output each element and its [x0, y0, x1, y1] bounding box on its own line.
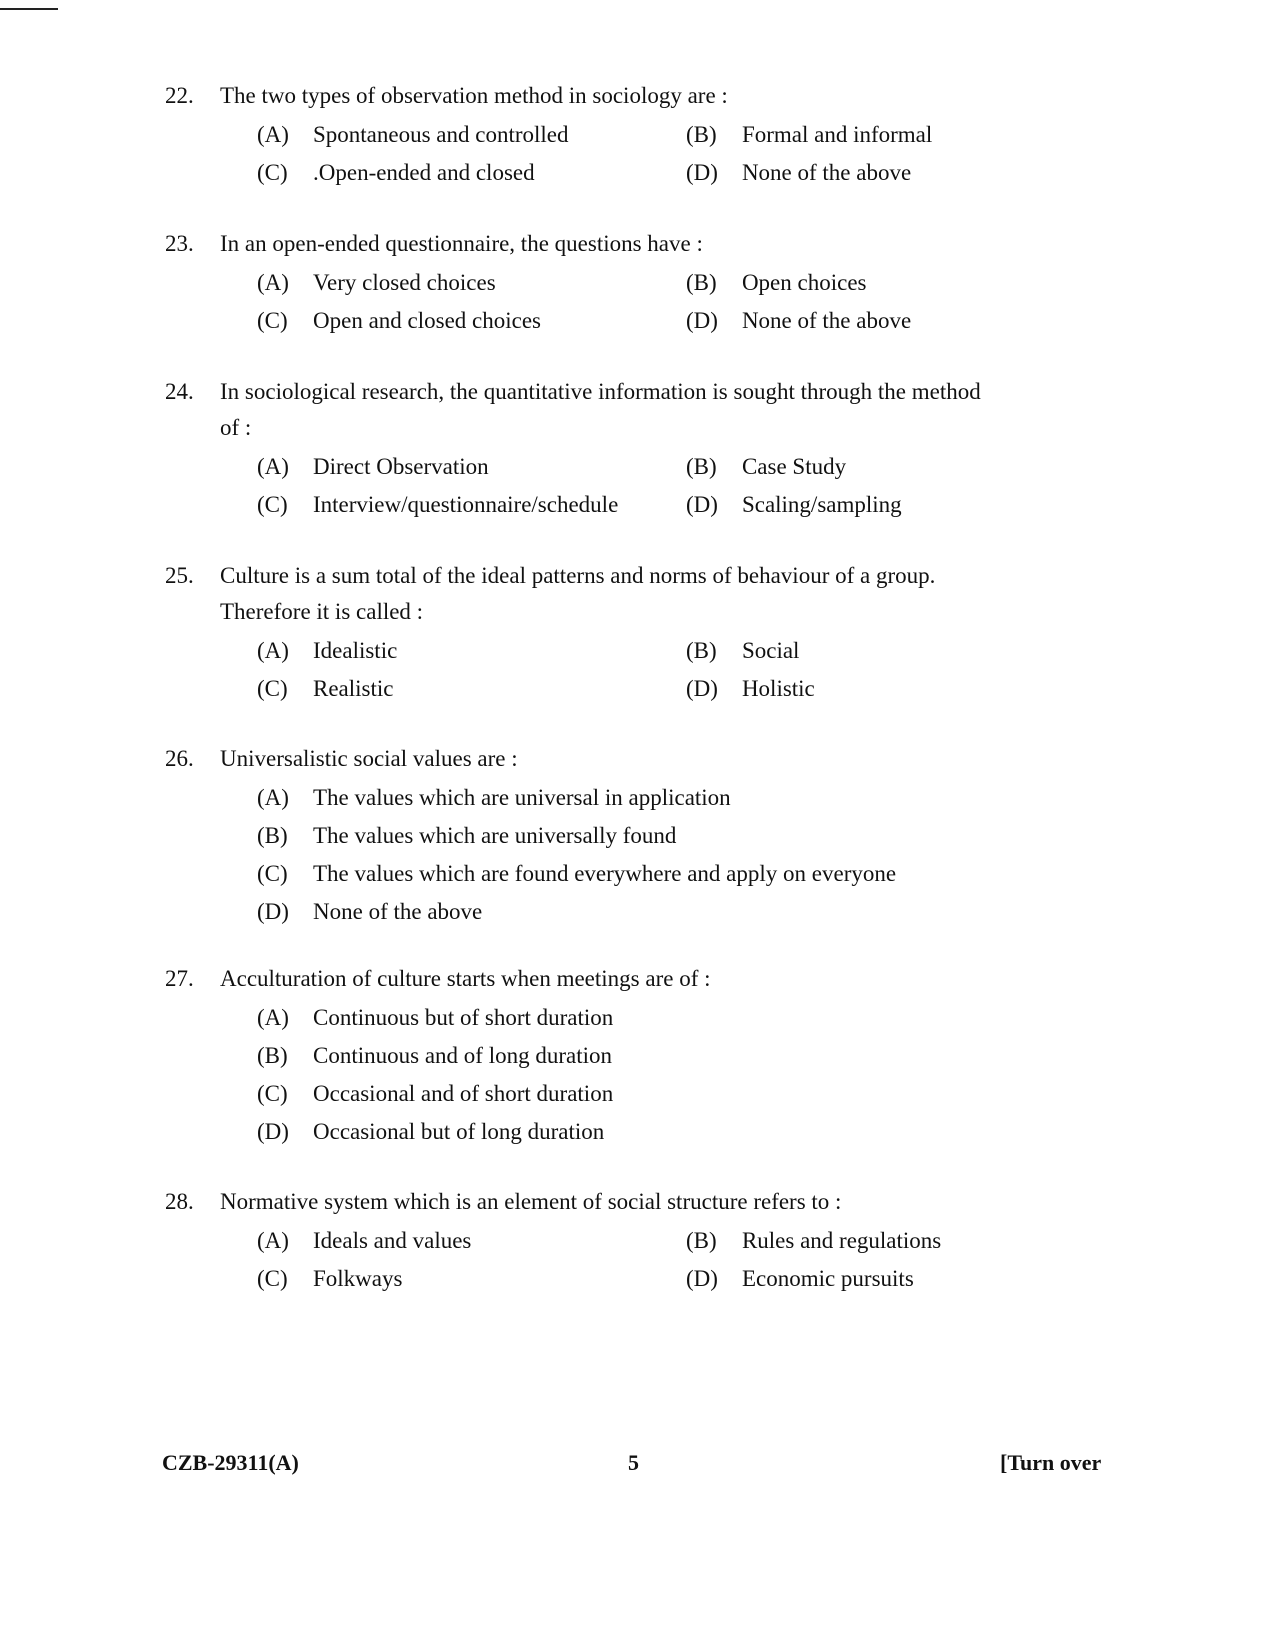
question-text: Universalistic social values are :	[220, 746, 518, 771]
question-number: 28.	[165, 1189, 194, 1214]
option-c	[165, 1261, 686, 1297]
option-label: (B)	[685, 1228, 717, 1253]
option-label: (C)	[257, 160, 288, 185]
question-text-continued: Therefore it is called :	[220, 599, 424, 624]
option-label: (B)	[685, 122, 717, 147]
option-text: Spontaneous and controlled	[313, 122, 569, 147]
option-text: None of the above	[313, 899, 483, 924]
question-text: Normative system which is an element of social structure refers to :	[220, 1189, 842, 1214]
option-text: Holistic	[741, 676, 815, 701]
option-text: Continuous and of long duration	[313, 1043, 612, 1068]
option-label: (D)	[685, 492, 718, 517]
question-text: In sociological research, the quantitative information is sought through the method	[220, 379, 981, 404]
option-label: (D)	[685, 676, 718, 701]
option-text: The values which are universal in application	[313, 785, 731, 810]
option-text: Realistic	[313, 676, 394, 701]
option-text: Continuous but of short duration	[313, 1005, 614, 1030]
option-text: Idealistic	[313, 638, 398, 663]
option-text: Interview/questionnaire/schedule	[313, 492, 619, 517]
question-28	[165, 1184, 1065, 1298]
option-label: (C)	[257, 861, 288, 886]
option-label: (B)	[257, 823, 288, 848]
option-c	[165, 155, 686, 191]
option-label: (C)	[257, 676, 288, 701]
option-label: (D)	[685, 1266, 718, 1291]
option-text: The values which are universally found	[313, 823, 677, 848]
option-a	[165, 1223, 686, 1259]
option-label: (D)	[685, 160, 718, 185]
option-text: None of the above	[741, 160, 912, 185]
option-label: (D)	[257, 899, 289, 924]
option-text: Occasional but of long duration	[313, 1119, 605, 1144]
option-text: Very closed choices	[313, 270, 496, 295]
option-c	[165, 1076, 613, 1112]
option-a	[165, 780, 731, 816]
option-label: (B)	[685, 454, 717, 479]
option-text: .Open-ended and closed	[313, 160, 535, 185]
option-a	[165, 265, 686, 301]
option-label: (D)	[685, 308, 718, 333]
option-label: (C)	[257, 308, 288, 333]
page-number: 5	[628, 1450, 639, 1475]
paper-code: CZB-29311(A)	[162, 1450, 299, 1475]
option-b	[686, 1223, 1065, 1259]
option-text: Ideals and values	[313, 1228, 472, 1253]
question-25	[165, 558, 1065, 708]
question-text: The two types of observation method in sociology are :	[220, 83, 728, 108]
question-text: Culture is a sum total of the ideal patterns and norms of behaviour of a group.	[220, 563, 936, 588]
option-text: Formal and informal	[741, 122, 933, 147]
question-number: 24.	[165, 379, 194, 404]
option-text: Open choices	[741, 270, 867, 295]
option-text: Scaling/sampling	[741, 492, 902, 517]
option-label: (C)	[257, 1081, 288, 1106]
option-d	[686, 155, 1065, 191]
question-text: Acculturation of culture starts when meetings are of :	[220, 966, 711, 991]
option-d	[165, 894, 482, 930]
option-d	[686, 671, 1065, 707]
option-c	[165, 856, 896, 892]
option-text: Economic pursuits	[741, 1266, 914, 1291]
question-number: 27.	[165, 966, 194, 991]
question-number: 22.	[165, 83, 194, 108]
option-a	[165, 449, 686, 485]
option-b	[686, 633, 1065, 669]
option-a	[165, 1000, 613, 1036]
option-label: (C)	[257, 1266, 288, 1291]
turn-over-note: [Turn over	[1000, 1450, 1102, 1475]
option-label: (A)	[257, 122, 289, 147]
option-label: (A)	[257, 454, 289, 479]
option-c	[165, 487, 686, 523]
question-23	[165, 226, 1065, 340]
option-label: (B)	[685, 270, 717, 295]
option-label: (A)	[257, 785, 289, 810]
option-b	[686, 265, 1065, 301]
option-d	[165, 1114, 604, 1150]
question-22	[165, 78, 1065, 192]
question-27	[165, 961, 1065, 1151]
option-d	[686, 303, 1065, 339]
option-b	[165, 818, 676, 854]
question-26	[165, 741, 1065, 931]
option-label: (C)	[257, 492, 288, 517]
option-text: Case Study	[741, 454, 847, 479]
option-c	[165, 671, 686, 707]
option-a	[165, 117, 686, 153]
option-b	[686, 117, 1065, 153]
question-number: 25.	[165, 563, 194, 588]
option-label: (B)	[257, 1043, 288, 1068]
option-text: Social	[741, 638, 800, 663]
option-label: (A)	[257, 270, 289, 295]
question-number: 26.	[165, 746, 194, 771]
option-text: None of the above	[741, 308, 912, 333]
option-text: Open and closed choices	[313, 308, 542, 333]
option-a	[165, 633, 686, 669]
option-text: The values which are found everywhere and apply on everyone	[313, 861, 897, 886]
option-d	[686, 487, 1065, 523]
question-text-continued: of :	[220, 415, 252, 440]
question-text: In an open-ended questionnaire, the questions have :	[220, 231, 703, 256]
question-24	[165, 374, 1065, 524]
option-text: Rules and regulations	[741, 1228, 942, 1253]
option-label: (D)	[257, 1119, 289, 1144]
option-d	[686, 1261, 1065, 1297]
option-text: Occasional and of short duration	[313, 1081, 614, 1106]
option-text: Folkways	[313, 1266, 403, 1291]
option-label: (A)	[257, 638, 289, 663]
option-label: (A)	[257, 1228, 289, 1253]
question-number: 23.	[165, 231, 194, 256]
option-label: (B)	[685, 638, 717, 663]
option-label: (A)	[257, 1005, 289, 1030]
option-text: Direct Observation	[313, 454, 489, 479]
option-b	[165, 1038, 612, 1074]
option-b	[686, 449, 1065, 485]
option-c	[165, 303, 686, 339]
